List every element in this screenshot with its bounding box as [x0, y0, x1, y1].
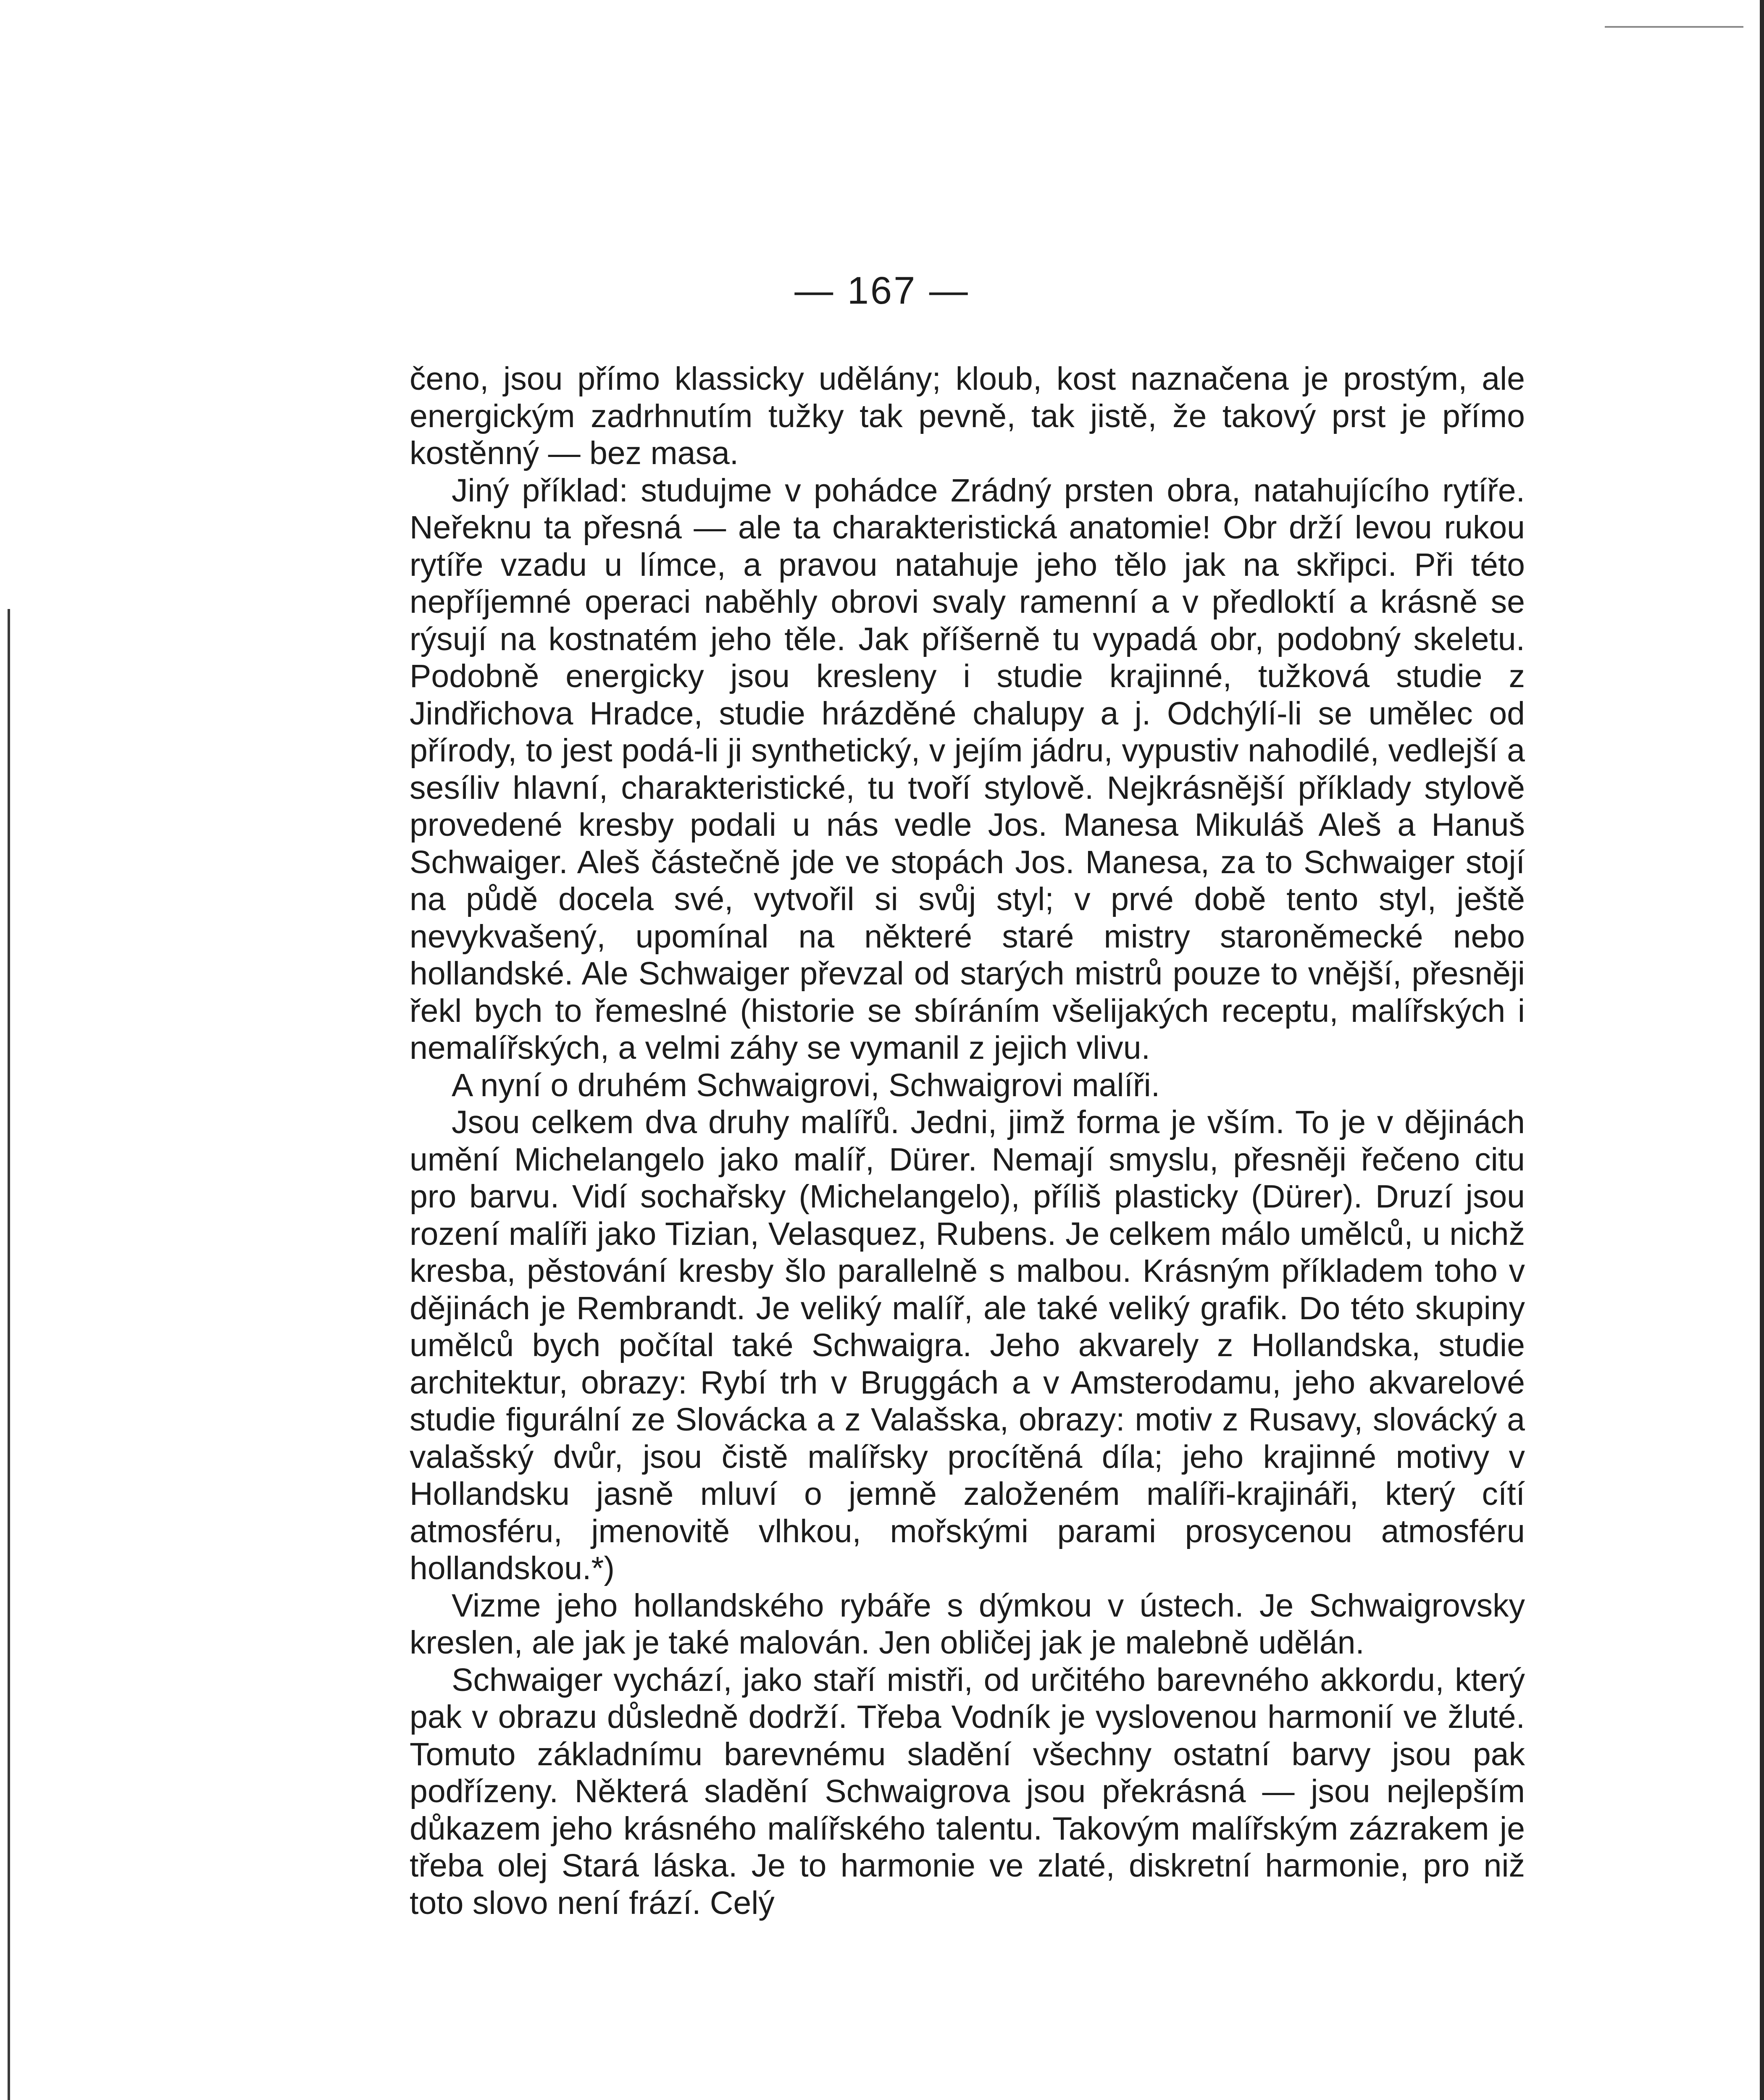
- paragraph: Schwaiger vychází, jako staří mistři, od určitého barevného akkordu, který pak v obrazu důsledně dodrží. Třeba Vodník je vyslovenou harmonií ve žluté. Tomuto základnímu barevnému sladění všechny ostatní barvy jsou pak podřízeny. Některá sladění Schwaigrova jsou překrásná — jsou nejlepším důkazem jeho krásného malířského talentu. Takovým malířským zázrakem je třeba olej Stará láska. Je to harmonie ve zlaté, diskretní harmonie, pro niž toto slovo není frází. Celý: [410, 1662, 1525, 1921]
- paragraph: Vizme jeho hollandského rybáře s dýmkou v ústech. Je Schwaigrovsky kreslen, ale jak je také malován. Jen obličej jak je malebně udělán.: [410, 1587, 1525, 1661]
- page-edge-right: [1760, 0, 1764, 2100]
- paragraph: Jsou celkem dva druhy malířů. Jedni, jimž forma je vším. To je v dějinách umění Michelangelo jako malíř, Dürer. Nemají smyslu, přesněji řečeno citu pro barvu. Vidí sochařsky (Michelangelo), příliš plasticky (Dürer). Druzí jsou rození malíři jako Tizian, Velasquez, Rubens. Je celkem málo umělců, u nichž kresba, pěstování kresby šlo parallelně s malbou. Krásným příkladem toho v dějinách je Rembrandt. Je veliký malíř, ale také veliký grafik. Do této skupiny umělců bych počítal také Schwaigra. Jeho akvarely z Hollandska, studie architektur, obrazy: Rybí trh v Bruggách a v Amsterodamu, jeho akvarelové studie figurální ze Slovácka a z Valašska, obrazy: motiv z Rusavy, slovácký a valašský dvůr, jsou čistě malířsky procítěná díla; jeho krajinné motivy v Hollandsku jasně mluví o jemně založeném malíři-krajináři, který cítí atmosféru, jmenovitě vlhkou, mořskými parami prosycenou atmosféru hollandskou.*): [410, 1104, 1525, 1586]
- page-edge-left: [8, 609, 10, 2100]
- body-text: [410, 360, 1525, 1922]
- page-number: — 167 —: [794, 269, 970, 312]
- paragraph: A nyní o druhém Schwaigrovi, Schwaigrovi malíři.: [452, 1067, 1160, 1103]
- scan-top-line: [1605, 26, 1743, 28]
- paragraph: Jiný příklad: studujme v pohádce Zrádný prsten obra, natahujícího rytíře. Neřeknu ta přesná — ale ta charakteristická anatomie! Obr drží levou rukou rytíře vzadu u límce, a pravou natahuje jeho tělo jak na skřipci. Při této nepříjemné operaci naběhly obrovi svaly ramenní a v předloktí a krásně se rýsují na kostnatém jeho těle. Jak příšerně tu vypadá obr, podobný skeletu. Podobně energicky jsou kresleny i studie krajinné, tužková studie z Jindřichova Hradce, studie hrázděné chalupy a j. Odchýlí-li se umělec od přírody, to jest podá-li ji synthetický, v jejím jádru, vypustiv nahodilé, vedlejší a sesíliv hlavní, charakteristické, tu tvoří stylově. Nejkrásnější příklady stylově provedené kresby podali u nás vedle Jos. Manesa Mikuláš Aleš a Hanuš Schwaiger. Aleš částečně jde ve stopách Jos. Manesa, za to Schwaiger stojí na půdě docela své, vytvořil si svůj styl; v prvé době tento styl, ještě nevykvašený, upomínal na některé staré mistry staroněmecké nebo hollandské. Ale Schwaiger převzal od starých mistrů pouze to vnější, přesněji řekl bych to řemeslné (historie se sbíráním všelijakých receptu, malířských i nemalířských, a velmi záhy se vymanil z jejich vlivu.: [410, 472, 1525, 1066]
- paragraph: čeno, jsou přímo klassicky udělány; kloub, kost naznačena je prostým, ale energickým zadrhnutím tužky tak pevně, tak jistě, že takový prst je přímo kostěnný — bez masa.: [410, 361, 1525, 471]
